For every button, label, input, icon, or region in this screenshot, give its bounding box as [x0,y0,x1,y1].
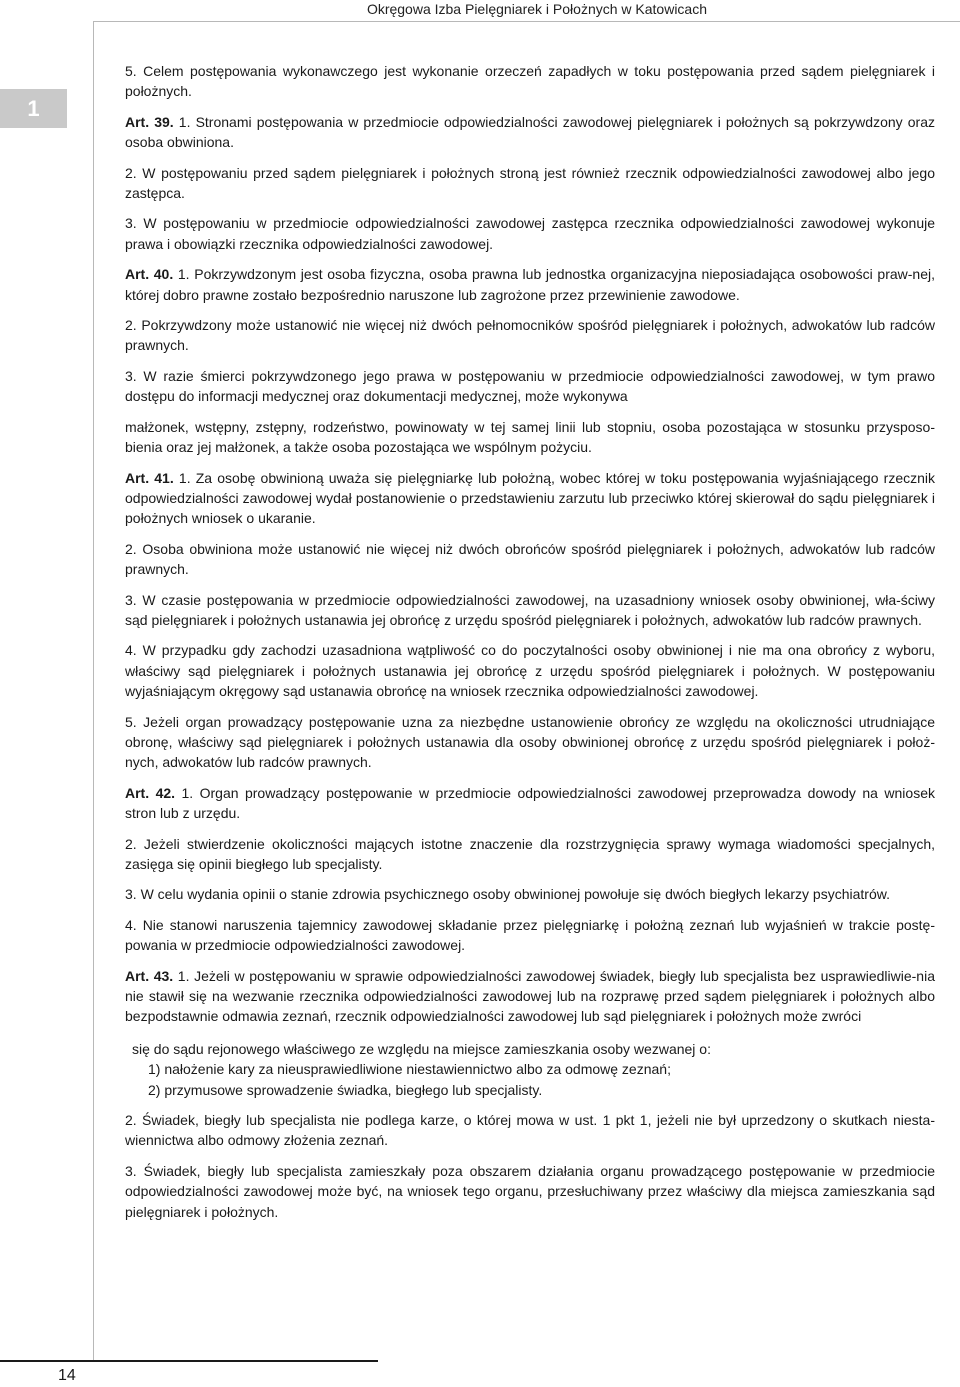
paragraph [125,966,935,1027]
paragraph-text: 1. Stronami postępowania w przedmiocie odpowiedzialności zawodowej pielęgniarek i położnych są pokrzywdzony oraz osoba obwiniona. [125,113,935,151]
paragraph [125,112,935,153]
paragraph-text: 3. W postępowaniu w przedmiocie odpowiedzialności zawodowej zastępca rzecznika odpowiedzialności zawodowej wykonuje prawa i obowiązki rzecznika odpowiedzialności zawodowej. [125,215,935,252]
paragraph-text: 5. Celem postępowania wykonawczego jest wykonanie orzeczeń zapadłych w toku postępowania przed sądem pielęgniarek i położnych. [125,63,935,100]
article-label: Art. 43. [125,967,174,984]
paragraph [125,163,935,204]
enumerated-list [132,1039,935,1100]
paragraph-text: 3. W razie śmierci pokrzywdzonego jego prawa w postępowaniu w przedmiocie odpowiedzialności zawodowej, w tym prawo dostępu do informacji medycznej oraz dokumentacji medycznej, może wykonywa [125,367,935,405]
running-header: Okręgowa Izba Pielęgniarek i Położnych w Katowicach [366,1,707,17]
document-body [125,61,935,1232]
paragraph-text: 1. Jeżeli w postępowaniu w sprawie odpowiedzialności zawodowej świadek, biegły lub specjalista bez usprawiedliwie-nia nie stawił się na wezwanie rzecznika odpowiedzialności zawodowej lub na rozprawę przed sądem pielęgniarek i położnych albo bezpodstawnie odmawia zeznań, rzecznik odpowiedzialności zawodowej lub sąd pielęgniarek i położnych może zwróci [125,967,935,1025]
list-item: 2) przymusowe sprowadzenie świadka, biegłego lub specjalisty. [148,1081,543,1098]
paragraph [125,915,935,956]
paragraph-text: 1. Za osobę obwinioną uważa się pielęgniarkę lub położną, wobec której w toku postępowania wyjaśniającego rzecznik odpowiedzialności zawodowej wydał postanowienie o przedstawieniu zarzutu lub przeciwko której skierował do sądu pielęgniarek i położnych wniosek o ukaranie. [125,469,935,527]
paragraph [125,61,935,102]
page-number: 14 [58,1367,76,1384]
paragraph [125,712,935,773]
paragraph [125,468,935,529]
paragraph-text: 5. Jeżeli organ prowadzący postępowanie uzna za niezbędne ustanowienie obrońcy ze względu na okoliczności utrudniające obronę, właściwy sąd pielęgniarek i położnych ustanawia dla osoby obwinionej obrońcę z urzędu spośród pielęgniarek i położ-nych, adwokatów lub radców prawnych. [125,713,935,771]
paragraph-text: 4. W przypadku gdy zachodzi uzasadniona wątpliwość co do poczytalności osoby obwinionej i nie ma ona obrońcy z wyboru, właściwy sąd pielęgniarek i położnych ustanawia jej obrońcę z urzędu spośród pielęgniarek i położnych. W postępowaniu wyjaśniającym okręgowy sąd ustanawia obrońcę na wniosek rzecznika odpowiedzialności zawodowej. [125,642,935,700]
chapter-number: 1 [27,95,40,121]
paragraph [125,640,935,701]
list-item: 1) nałożenie kary za nieusprawiedliwione niestawiennictwo albo za odmowę zeznań; [148,1061,671,1078]
paragraph-text: 3. W celu wydania opinii o stanie zdrowia psychicznego osoby obwinionej powołuje się dwóch biegłych lekarzy psychiatrów. [125,886,890,903]
paragraph-text: 2. W postępowaniu przed sądem pielęgniarek i położnych stroną jest również rzecznik odpowiedzialności zawodowej albo jego zastępca. [125,164,935,202]
footer-divider [0,1360,378,1362]
paragraph-text: małżonek, wstępny, zstępny, rodzeństwo, powinowaty w tej samej linii lub stopniu, osoba pozostająca w stosunku przysposo-bienia oraz jej małżonek, a także osoba pozostająca we wspólnym pożyciu. [125,418,935,456]
chapter-tab [0,89,67,128]
paragraph [125,834,935,875]
list-intro: się do sądu rejonowego właściwego ze względu na miejsce zamieszkania osoby wezwanej o: [132,1040,711,1057]
article-label: Art. 41. [125,469,174,486]
paragraph [125,213,935,254]
paragraph [125,783,935,824]
paragraph-text: 3. W czasie postępowania w przedmiocie odpowiedzialności zawodowej, na uzasadniony wniosek osoby obwinionej, wła-ściwy sąd pielęgniarek i położnych ustanawia jej obrońcę z urzędu spośród pielęgniarek i położnych, adwokatów lub radców prawnych. [125,591,935,628]
paragraph [125,417,935,458]
paragraph [125,264,935,305]
header-divider [93,21,960,22]
article-label: Art. 39. [125,113,174,130]
paragraph: 2. Świadek, biegły lub specjalista nie podlega karze, o której mowa w ust. 1 pkt 1, jeżeli nie był uprzedzony o skutkach niesta-wiennictwa albo odmowy złożenia zeznań. [125,1112,935,1149]
paragraph-text: 1. Organ prowadzący postępowanie w przedmiocie odpowiedzialności zawodowej przeprowadza dowody na wniosek stron lub z urzędu. [125,784,935,822]
paragraph-text: 2. Pokrzywdzony może ustanowić nie więcej niż dwóch pełnomocników spośród pielęgniarek i położnych, adwokatów lub radców prawnych. [125,317,935,354]
paragraph-text: 1. Pokrzywdzonym jest osoba fizyczna, osoba prawna lub jednostka organizacyjna nieposiadająca osobowości praw-nej, której dobro prawne zostało bezpośrednio naruszone lub zagrożone przez przewinienie zawodowe. [125,266,935,303]
paragraph-text: 2. Osoba obwiniona może ustanowić nie więcej niż dwóch obrońców spośród pielęgniarek i położnych, adwokatów lub radców prawnych. [125,540,935,578]
paragraph-text: 2. Jeżeli stwierdzenie okoliczności mających istotne znaczenie dla rozstrzygnięcia sprawy wymaga wiadomości specjalnych, zasięga się opinii biegłego lub specjalisty. [125,835,935,872]
article-label: Art. 42. [125,784,176,801]
paragraph-text: 4. Nie stanowi naruszenia tajemnicy zawodowej składanie przez pielęgniarkę i położną zeznań lub wyjaśnień w trakcie postę-powania w przedmiocie odpowiedzialności zawodowej. [125,916,935,954]
paragraph [125,366,935,407]
article-label: Art. 40. [125,266,174,283]
paragraph [125,590,935,631]
paragraph [125,315,935,356]
paragraph [125,884,935,904]
paragraph: 3. Świadek, biegły lub specjalista zamieszkały poza obszarem działania organu prowadzącego postępowanie w przedmiocie odpowiedzialności zawodowej może być, na wniosek tego organu, przesłuchiwany przez właściwy dla miejsca zamieszkania sąd pielęgniarek i położnych. [125,1162,935,1220]
paragraph [125,539,935,580]
left-margin-divider [93,22,94,1360]
